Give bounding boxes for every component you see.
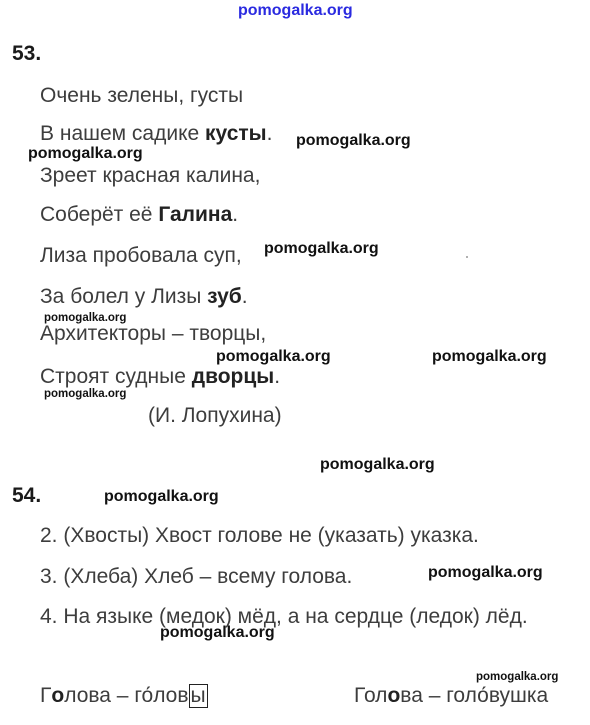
poem-line-4 xyxy=(40,203,238,227)
bold-vowel-o: о xyxy=(51,684,65,707)
poem-line-2-text: В нашем садике xyxy=(40,122,206,145)
poem-author: (И. Лопухина) xyxy=(148,404,282,427)
poem-line-5: Лиза пробовала суп, xyxy=(40,244,242,267)
word-form-left xyxy=(40,684,208,708)
period: . xyxy=(241,285,248,308)
watermark-7: pomogalka.org xyxy=(44,388,127,400)
watermark-3: pomogalka.org xyxy=(264,240,379,257)
bold-word-zub: зуб xyxy=(207,285,242,308)
bold-vowel-o: о xyxy=(387,684,401,707)
word-form-right xyxy=(354,684,548,708)
word-golovy-stem: лова – го́лов xyxy=(64,684,189,707)
watermark-1: pomogalka.org xyxy=(296,132,411,149)
proverb-line-2: 3. (Хлеба) Хлеб – всему голова. xyxy=(40,565,353,588)
watermark-4: pomogalka.org xyxy=(44,312,127,324)
watermark-9: pomogalka.org xyxy=(104,488,219,505)
letter-g: Г xyxy=(40,684,52,707)
watermark-6: pomogalka.org xyxy=(432,348,547,365)
poem-line-3: Зреет красная калина, xyxy=(40,164,261,187)
watermark-top: pomogalka.org xyxy=(238,2,353,19)
bold-word-galina: Галина xyxy=(158,203,233,226)
watermark-5: pomogalka.org xyxy=(216,348,331,365)
proverb-line-1: 2. (Хвосты) Хвост голове не (указать) указка. xyxy=(40,524,479,547)
poem-line-4-text: Соберёт её xyxy=(40,203,159,226)
poem-line-6-text: За болел у Лизы xyxy=(40,285,208,308)
watermark-2: pomogalka.org xyxy=(28,145,143,162)
poem-line-6 xyxy=(40,285,248,309)
watermark-10: pomogalka.org xyxy=(428,564,543,581)
exercise-54-number: 54. xyxy=(12,484,42,507)
bold-word-kusty: кусты xyxy=(205,122,267,145)
watermark-12: pomogalka.org xyxy=(476,671,559,683)
watermark-8: pomogalka.org xyxy=(320,456,435,473)
watermark-11: pomogalka.org xyxy=(160,624,275,641)
period: . xyxy=(266,122,273,145)
proverb-line-3: 4. На языке (медок) мёд, а на сердце (ледок) лёд. xyxy=(40,605,528,628)
poem-line-1: Очень зелены, густы xyxy=(40,84,244,107)
exercise-53-number: 53. xyxy=(12,42,42,65)
stray-dot xyxy=(466,256,468,258)
poem-line-7: Архитекторы – творцы, xyxy=(40,322,267,345)
period: . xyxy=(232,203,239,226)
letters-gol: Гол xyxy=(354,684,388,707)
poem-line-8-text: Строят судные xyxy=(40,365,192,388)
period: . xyxy=(274,365,281,388)
bold-word-dvortsy: дворцы xyxy=(191,365,275,388)
ending-box: ы xyxy=(190,684,206,707)
word-golovushka-rest: ва – голо́вушка xyxy=(400,684,549,707)
poem-line-2 xyxy=(40,122,272,146)
poem-line-8 xyxy=(40,365,280,389)
